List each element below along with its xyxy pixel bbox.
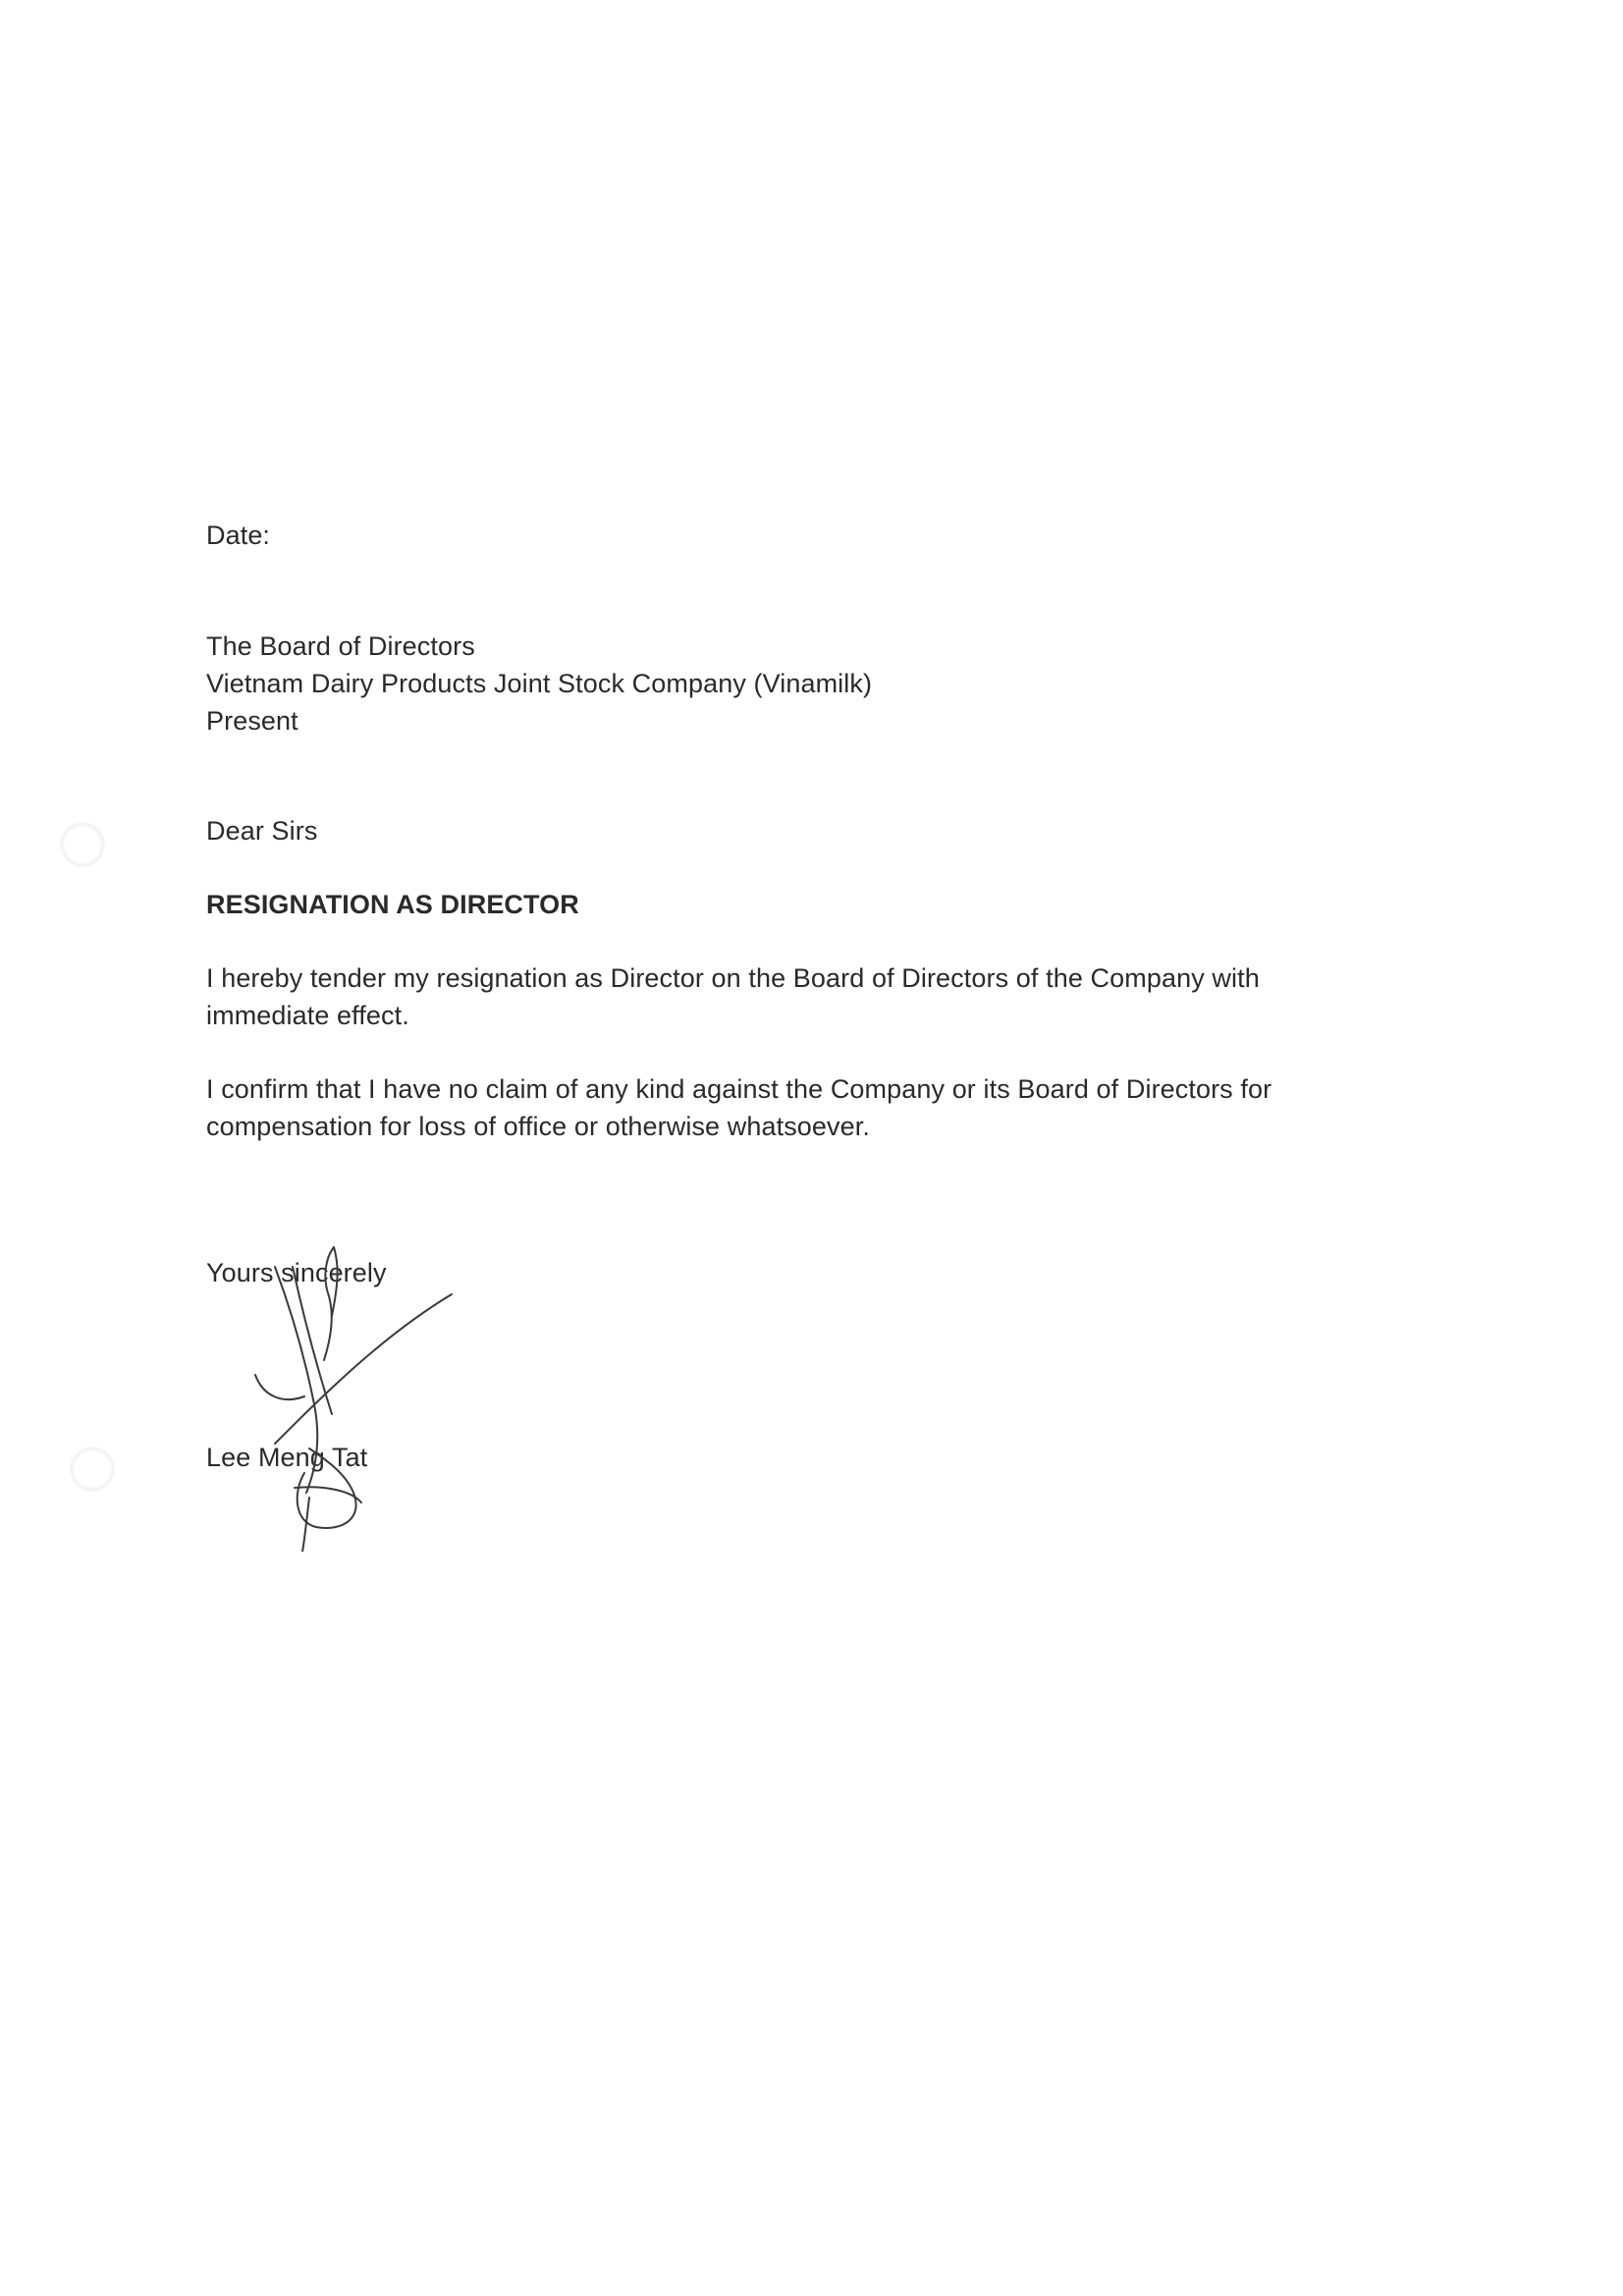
date-label: Date: — [206, 520, 271, 550]
punch-hole-upper — [61, 823, 104, 866]
body-paragraph-1: I hereby tender my resignation as Director on the Board of Directors of the Company with immediate effect. — [206, 963, 1260, 1030]
body-paragraph-2: I confirm that I have no claim of any kind against the Company or its Board of Directors for compensation for loss of office or otherwise whatsoever. — [206, 1074, 1272, 1141]
addressee-line-2: Vietnam Dairy Products Joint Stock Company (Vinamilk) — [206, 669, 873, 698]
addressee-block — [206, 628, 872, 739]
addressee-line-1: The Board of Directors — [206, 631, 475, 661]
closing-line: Yours sincerely — [206, 1258, 387, 1287]
punch-hole-lower — [71, 1448, 114, 1491]
subject-heading: RESIGNATION AS DIRECTOR — [206, 890, 579, 919]
salutation: Dear Sirs — [206, 816, 318, 846]
addressee-line-3: Present — [206, 706, 298, 736]
signer-name: Lee Meng Tat — [206, 1443, 368, 1472]
